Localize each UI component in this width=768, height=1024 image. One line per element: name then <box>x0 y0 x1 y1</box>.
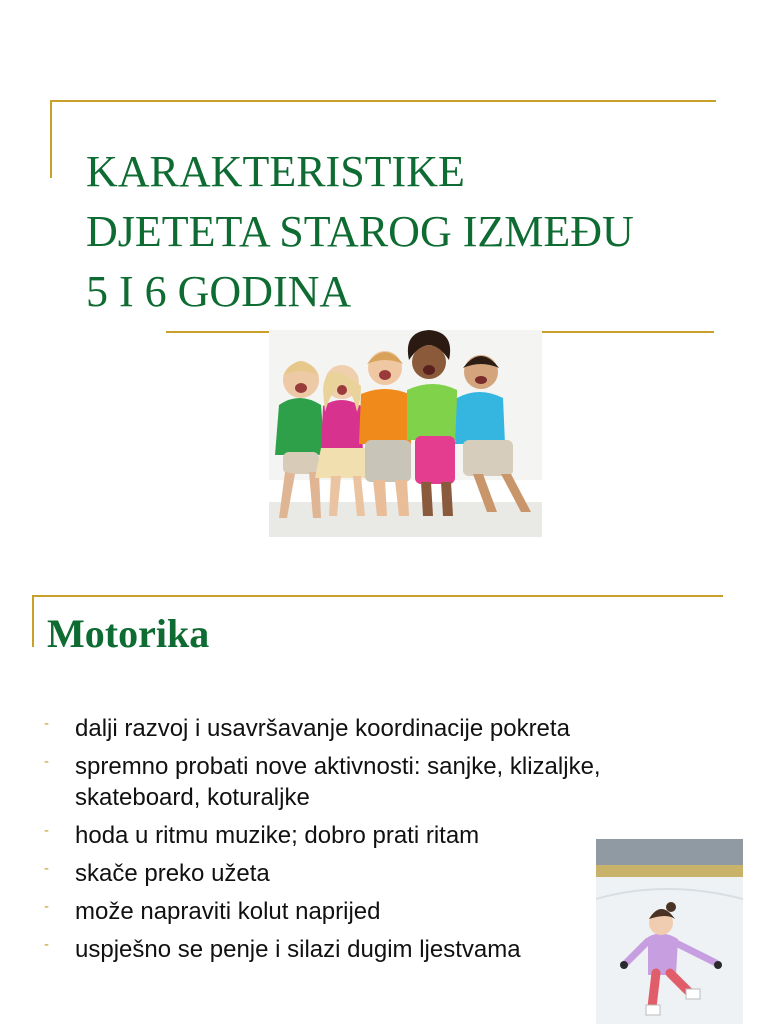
skater-photo <box>596 839 743 1024</box>
list-item <box>44 713 664 744</box>
list-item <box>44 934 664 965</box>
bullet-dash: - <box>44 753 49 770</box>
bullet-dash: - <box>44 898 49 915</box>
accent-line-top-2 <box>32 595 723 597</box>
children-photo <box>269 330 542 537</box>
bullet-dash: - <box>44 936 49 953</box>
accent-line-top <box>50 100 716 102</box>
accent-line-left-2 <box>32 595 34 647</box>
bullet-text: hoda u ritmu muzike; dobro prati ritam <box>75 822 480 849</box>
title-line-1: KARAKTERISTIKE <box>86 147 465 196</box>
bullet-dash: - <box>44 860 49 877</box>
accent-line-left <box>50 100 52 178</box>
title-line-3: 5 I 6 GODINA <box>86 267 352 316</box>
slide-title <box>86 142 726 322</box>
title-line-2: DJETETA STAROG IZMEĐU <box>86 207 634 256</box>
bullet-text: spremno probati nove aktivnosti: sanjke, klizaljke, skateboard, koturaljke <box>75 753 601 811</box>
list-item <box>44 751 664 813</box>
accent-line-bottom-left <box>166 331 270 333</box>
accent-line-bottom-right <box>541 331 714 333</box>
bullet-dash: - <box>44 822 49 839</box>
bullet-text: može napraviti kolut naprijed <box>75 898 381 925</box>
bullet-dash: - <box>44 715 49 732</box>
list-item <box>44 820 664 851</box>
motorika-slide <box>0 566 768 1024</box>
bullet-text: uspješno se penje i silazi dugim ljestvama <box>75 936 521 963</box>
list-item <box>44 858 664 889</box>
slide-title-motorika: Motorika <box>47 611 210 656</box>
bullet-text: dalji razvoj i usavršavanje koordinacije pokreta <box>75 715 570 742</box>
bullet-list <box>44 713 664 972</box>
bullet-text: skače preko užeta <box>75 860 270 887</box>
list-item <box>44 896 664 927</box>
